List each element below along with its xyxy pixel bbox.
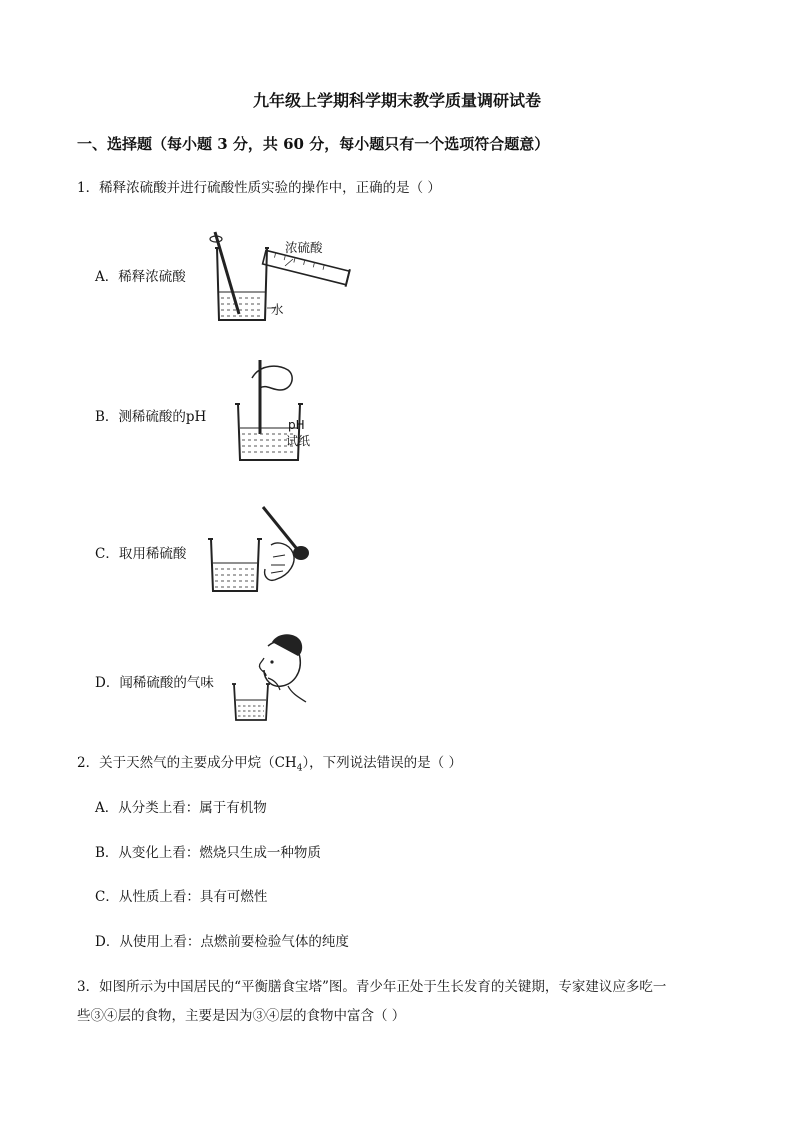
dilute-acid-figure [205,226,365,326]
label-test-paper: 试纸 [286,434,311,448]
take-acid-figure [205,505,325,595]
exam-title: 九年级上学期科学期末教学质量调研试卷 [252,91,541,110]
question-1-option-a: A．稀释浓硫酸 [95,269,186,285]
measure-ph-figure [230,360,330,464]
smell-acid-figure [228,632,308,724]
question-1-option-d: D．闻稀硫酸的气味 [95,675,214,691]
label-water: 水 [271,302,284,317]
question-1-option-c: C．取用稀硫酸 [95,546,187,562]
question-3-line-1: 3．如图所示为中国居民的“平衡膳食宝塔”图。青少年正处于生长发育的关键期，专家建议应多吃一 [77,979,667,995]
question-2-option-b: B．从变化上看：燃烧只生成一种物质 [95,845,321,861]
question-2-option-a: A．从分类上看：属于有机物 [95,800,267,816]
question-2-stem-prefix: 2．关于天然气的主要成分甲烷（CH [77,755,297,771]
question-2-stem [77,751,462,774]
question-2-option-d: D．从使用上看：点燃前要检验气体的纯度 [95,934,349,950]
label-ph: pH [288,418,305,432]
label-concentrated-acid: 浓硫酸 [285,240,323,255]
question-2-stem-suffix: ），下列说法错误的是（ ） [302,755,462,771]
question-2-option-c: C．从性质上看：具有可燃性 [95,889,268,905]
question-1-stem: 1．稀释浓硫酸并进行硫酸性质实验的操作中，正确的是（ ） [77,180,441,196]
question-1-option-b: B．测稀硫酸的pH [95,409,207,425]
section-heading: 一、选择题（每小题 3 分，共 60 分，每小题只有一个选项符合题意） [77,135,550,153]
question-3-line-2: 些③④层的食物，主要是因为③④层的食物中富含（ ） [77,1008,406,1024]
question-2-stem-subscript: 4 [296,763,303,774]
